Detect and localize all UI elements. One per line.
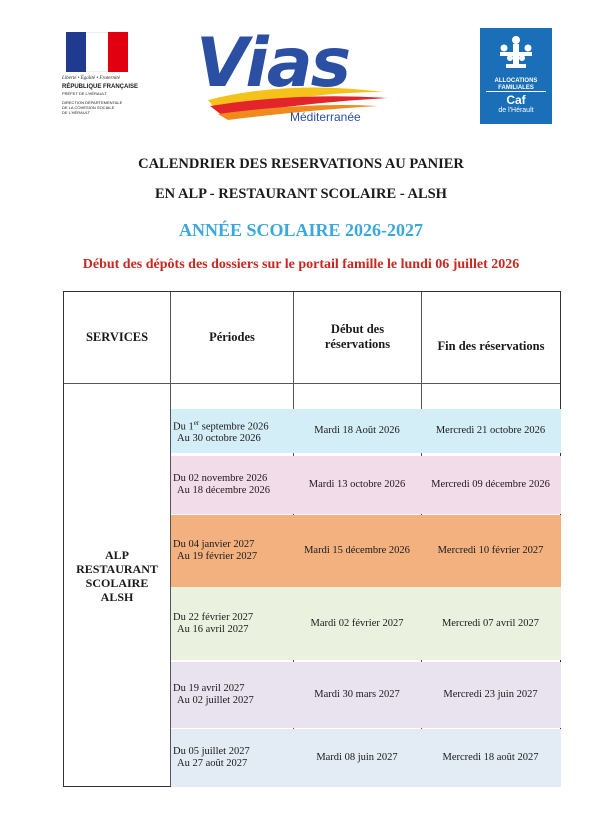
- debut-cell: Mardi 15 décembre 2026: [304, 545, 410, 556]
- period-cell: Du 05 juillet 2027 Au 27 août 2027: [173, 746, 250, 769]
- republique-francaise-logo: [60, 28, 139, 120]
- caf-allocations: ALLOCATIONS FAMILIALES: [494, 78, 538, 91]
- republique-motto: Liberté • Égalité • Fraternité: [62, 76, 120, 81]
- prefet-label: PRÉFET DE L'HÉRAULT: [62, 91, 107, 96]
- table-row: [171, 587, 561, 660]
- direction-label: DIRECTION DÉPARTEMENTALE DE LA COHÉSION SOCIALE DE L'HÉRAULT: [62, 100, 123, 115]
- header-services: SERVICES: [85, 330, 149, 344]
- table-row: [171, 409, 561, 453]
- table-row: [171, 456, 561, 514]
- period-cell: Du 04 janvier 2027 Au 19 février 2027: [173, 539, 258, 562]
- fin-cell: Mercredi 21 octobre 2026: [435, 425, 546, 436]
- period-cell: Du 19 avril 2027 Au 02 juillet 2027: [173, 683, 254, 706]
- caf-family-icon: [480, 28, 552, 78]
- caf-name: Caf: [506, 93, 526, 107]
- republique-name: RÉPUBLIQUE FRANÇAISE: [62, 84, 139, 90]
- fin-cell: Mercredi 23 juin 2027: [443, 689, 538, 700]
- vias-wordmark: Vias: [196, 24, 350, 103]
- fin-cell: Mercredi 09 décembre 2026: [431, 479, 550, 490]
- vias-logo: [178, 22, 408, 132]
- table-row: [171, 729, 561, 787]
- debut-cell: Mardi 30 mars 2027: [314, 689, 400, 700]
- school-year-title: ANNÉE SCOLAIRE 2026-2027: [178, 220, 424, 240]
- service-name: ALP RESTAURANT SCOLAIRE ALSH: [76, 548, 158, 604]
- header-debut: Début des réservations: [324, 322, 391, 351]
- title-line1: CALENDRIER DES RESERVATIONS AU PANIER: [138, 156, 464, 172]
- title-line2: EN ALP - RESTAURANT SCOLAIRE - ALSH: [155, 186, 447, 202]
- debut-cell: Mardi 18 Août 2026: [314, 425, 400, 436]
- period-cell: Du 1er septembre 2026 Au 30 octobre 2026: [173, 418, 269, 445]
- reservation-calendar-table: [63, 291, 561, 787]
- deposit-notice: Début des dépôts des dossiers sur le portail famille le lundi 06 juillet 2026: [82, 257, 520, 272]
- fin-cell: Mercredi 18 août 2027: [442, 752, 539, 763]
- debut-cell: Mardi 13 octobre 2026: [308, 479, 406, 490]
- header-fin: Fin des réservations: [437, 339, 545, 353]
- fin-cell: Mercredi 07 avril 2027: [441, 617, 540, 629]
- caf-dept: de l'Hérault: [498, 107, 534, 114]
- debut-cell: Mardi 02 février 2027: [310, 617, 404, 629]
- caf-logo: [480, 28, 552, 124]
- period-cell: Du 22 février 2027 Au 16 avril 2027: [173, 611, 254, 635]
- table-row: [171, 515, 561, 587]
- vias-tagline: Méditerranée: [290, 110, 361, 124]
- debut-cell: Mardi 08 juin 2027: [316, 752, 398, 763]
- period-cell: Du 02 novembre 2026 Au 18 décembre 2026: [173, 473, 271, 496]
- fin-cell: Mercredi 10 février 2027: [437, 545, 544, 556]
- header-periodes: Périodes: [209, 330, 255, 344]
- table-row: [171, 662, 561, 728]
- marianne-flag-icon: [66, 32, 128, 72]
